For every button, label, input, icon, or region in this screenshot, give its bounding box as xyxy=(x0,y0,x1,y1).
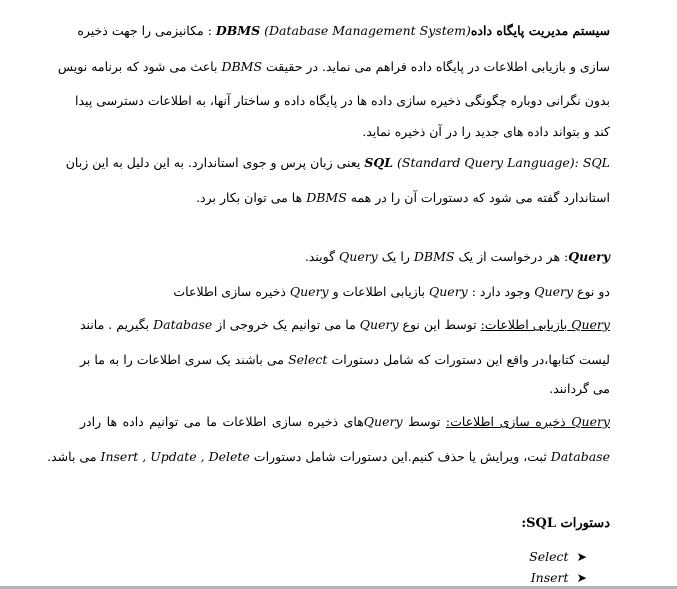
p6-underlined: ذخیره سازی اطلاعات: xyxy=(445,414,566,429)
p2-line1 xyxy=(65,155,610,171)
p5-l2-b: می باشند یک سری اطلاعات را به ما بر xyxy=(80,352,285,367)
p1-l2-text: سازی و بازیابی اطلاعات در پایگاه داده فراهم می نماید. در حقیقت xyxy=(266,59,610,74)
sql-english: (Standard Query Language): xyxy=(397,155,579,170)
arrow-bullet-icon: ➤ xyxy=(576,549,587,564)
dbms-english: (Database Management System) xyxy=(264,23,471,38)
p1-line3 xyxy=(75,93,610,109)
p5-line2 xyxy=(80,352,610,368)
p2-l1-text: یعنی زبان پرس و جوی استاندارد. به این دلیل به این زبان xyxy=(65,155,361,170)
p6-line2 xyxy=(47,449,610,465)
p5-select: Select xyxy=(288,352,328,367)
p5-c: بگیریم . مانند xyxy=(80,317,150,332)
p2-l2-b: ها می توان بکار برد. xyxy=(196,190,303,205)
p3-b: را یک xyxy=(381,249,410,264)
p4-a: دو نوع xyxy=(577,284,610,299)
p6-database: Database xyxy=(550,449,610,464)
query-term: Query xyxy=(568,249,610,264)
sql-commands-heading: دستورات SQL: xyxy=(521,516,610,531)
p4-line1 xyxy=(80,284,610,300)
p6-a: توسط xyxy=(408,414,441,429)
sql-abbr-2: SQL xyxy=(582,155,610,170)
p2-l2-abbr: DBMS xyxy=(306,190,347,205)
p5-line1 xyxy=(80,317,610,333)
bullet-insert xyxy=(531,570,587,585)
p1-line2 xyxy=(57,59,610,75)
p3-c: گویند. xyxy=(304,249,336,264)
p1-l2-rest: باعث می شود که برنامه نویس xyxy=(57,59,218,74)
p4-d: ذخیره سازی اطلاعات xyxy=(173,284,286,299)
p3-a: : هر درخواست از یک xyxy=(458,249,569,264)
p3-abbr: DBMS xyxy=(413,249,455,264)
p6-l2-a: ثبت، ویرایش یا حذف کنیم.این دستورات شامل دستورات xyxy=(253,449,547,464)
p5-b: ما می توانیم یک خروجی از xyxy=(216,317,356,332)
p1-l3-text: بدون نگرانی دوباره چگونگی ذخیره سازی داده ها در پایگاه داده و ساختار آنها، به اطلاعات دسترسی پیدا xyxy=(75,93,610,108)
p4-term2: Query xyxy=(429,284,468,299)
p2-line2 xyxy=(80,190,610,206)
p4-term3: Query xyxy=(289,284,329,299)
p5-l2-a: لیست کتابها،در واقع این دستورات که شامل دستورات xyxy=(331,352,610,367)
p5-term2: Query xyxy=(359,317,399,332)
arrow-bullet-icon: ➤ xyxy=(576,570,587,585)
p4-b: وجود دارد : xyxy=(471,284,531,299)
p2-l2-a: استاندارد گفته می شود که دستورات آن را در همه xyxy=(350,190,610,205)
p3-term2: Query xyxy=(339,249,378,264)
p3-line1 xyxy=(80,249,610,265)
bullet-select xyxy=(529,549,587,564)
bullet-insert-text: Insert xyxy=(530,570,569,585)
p1-line4 xyxy=(80,124,610,140)
p5-a: توسط این نوع xyxy=(402,317,477,332)
p1-l2-abbr: DBMS xyxy=(221,59,263,74)
bullet-select-text: Select xyxy=(529,549,569,564)
dbms-abbr: DBMS xyxy=(215,23,261,38)
p5-database: Database xyxy=(153,317,213,332)
p5-line3 xyxy=(80,381,610,397)
p1-l1-text: : مکانیزمی را جهت ذخیره xyxy=(77,23,212,38)
sql-abbr: SQL xyxy=(364,155,394,170)
p4-c: بازیابی اطلاعات و xyxy=(332,284,426,299)
dbms-title: سیستم مدیریت پایگاه داده xyxy=(470,23,610,38)
p6-l2-b: می باشد. xyxy=(47,449,97,464)
p1-line1 xyxy=(77,23,610,39)
p6-term: Query xyxy=(571,414,610,429)
p5-term: Query xyxy=(571,317,610,332)
p6-term2: Query xyxy=(363,414,403,429)
p5-underlined: بازیابی اطلاعات: xyxy=(480,317,568,332)
p6-b: های ذخیره سازی اطلاعات ما می توانیم داده ها رادر xyxy=(80,414,364,429)
p1-l4-text: کند و بتواند داده های جدید را در آن ذخیره نماید. xyxy=(362,124,610,139)
p4-term: Query xyxy=(534,284,574,299)
p6-line1 xyxy=(80,414,610,430)
p5-l3-text: می گردانند. xyxy=(549,381,610,396)
p6-commands: Insert , Update , Delete xyxy=(100,449,250,464)
